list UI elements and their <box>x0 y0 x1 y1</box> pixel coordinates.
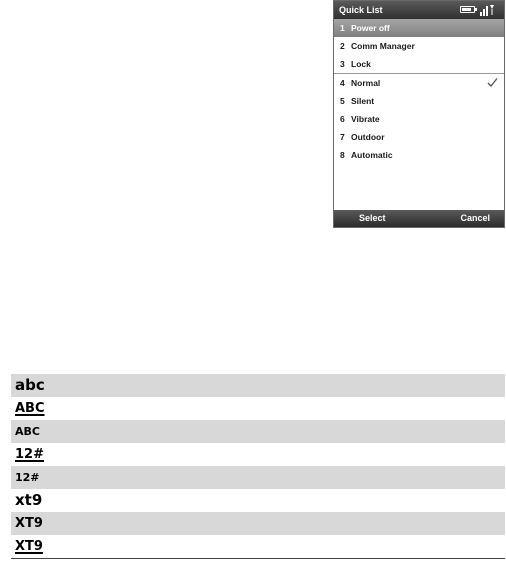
mode-row <box>11 420 505 443</box>
menu-item-label: Automatic <box>351 150 393 160</box>
input-mode-xt9-icon: xt9 <box>15 491 43 509</box>
menu-item-normal[interactable] <box>334 74 504 92</box>
softkey-bar <box>334 210 504 227</box>
input-mode-abc-icon: abc <box>15 376 45 394</box>
quick-list-menu <box>334 19 504 164</box>
menu-item-number: 8 <box>340 150 345 160</box>
menu-item-number: 6 <box>340 114 345 124</box>
title-bar <box>334 1 504 19</box>
menu-item-number: 7 <box>340 132 345 142</box>
mode-row <box>11 512 505 535</box>
phone-screen <box>333 0 505 228</box>
menu-item-label: Power off <box>351 23 390 33</box>
menu-item-number: 2 <box>340 41 345 51</box>
mode-row <box>11 374 505 397</box>
mode-row <box>11 489 505 512</box>
menu-item-label: Normal <box>351 78 381 88</box>
menu-item-power-off[interactable] <box>334 19 504 37</box>
status-icons <box>460 4 500 16</box>
screen-title: Quick List <box>339 5 383 15</box>
input-mode-xt9-caps-icon: XT9 <box>15 516 43 531</box>
mode-row <box>11 535 505 558</box>
input-mode-table <box>11 374 505 559</box>
input-mode-caps-lock-icon: ABC <box>15 401 45 416</box>
menu-item-outdoor[interactable] <box>334 128 504 146</box>
input-mode-xt9-caps-lock-icon: XT9 <box>15 539 43 554</box>
menu-item-silent[interactable] <box>334 92 504 110</box>
menu-item-vibrate[interactable] <box>334 110 504 128</box>
menu-item-comm-manager[interactable] <box>334 37 504 55</box>
menu-item-label: Lock <box>351 59 371 69</box>
menu-item-label: Outdoor <box>351 132 385 142</box>
menu-item-label: Silent <box>351 96 375 106</box>
menu-item-number: 4 <box>340 78 345 88</box>
input-mode-numeric-icon: 12# <box>15 471 40 484</box>
check-icon <box>487 77 498 88</box>
mode-row <box>11 397 505 420</box>
menu-item-label: Comm Manager <box>351 41 415 51</box>
mode-row <box>11 466 505 489</box>
menu-item-number: 1 <box>340 23 345 33</box>
battery-icon <box>460 6 475 13</box>
select-softkey[interactable]: Select <box>359 213 386 223</box>
menu-item-number: 3 <box>340 59 345 69</box>
menu-item-automatic[interactable] <box>334 146 504 164</box>
signal-icon <box>480 4 496 16</box>
menu-item-lock[interactable] <box>334 55 504 73</box>
menu-item-number: 5 <box>340 96 345 106</box>
input-mode-caps-icon: ABC <box>15 425 40 438</box>
mode-row <box>11 443 505 466</box>
input-mode-numeric-lock-icon: 12# <box>15 447 44 462</box>
menu-item-label: Vibrate <box>351 114 380 124</box>
cancel-softkey[interactable]: Cancel <box>460 213 490 223</box>
